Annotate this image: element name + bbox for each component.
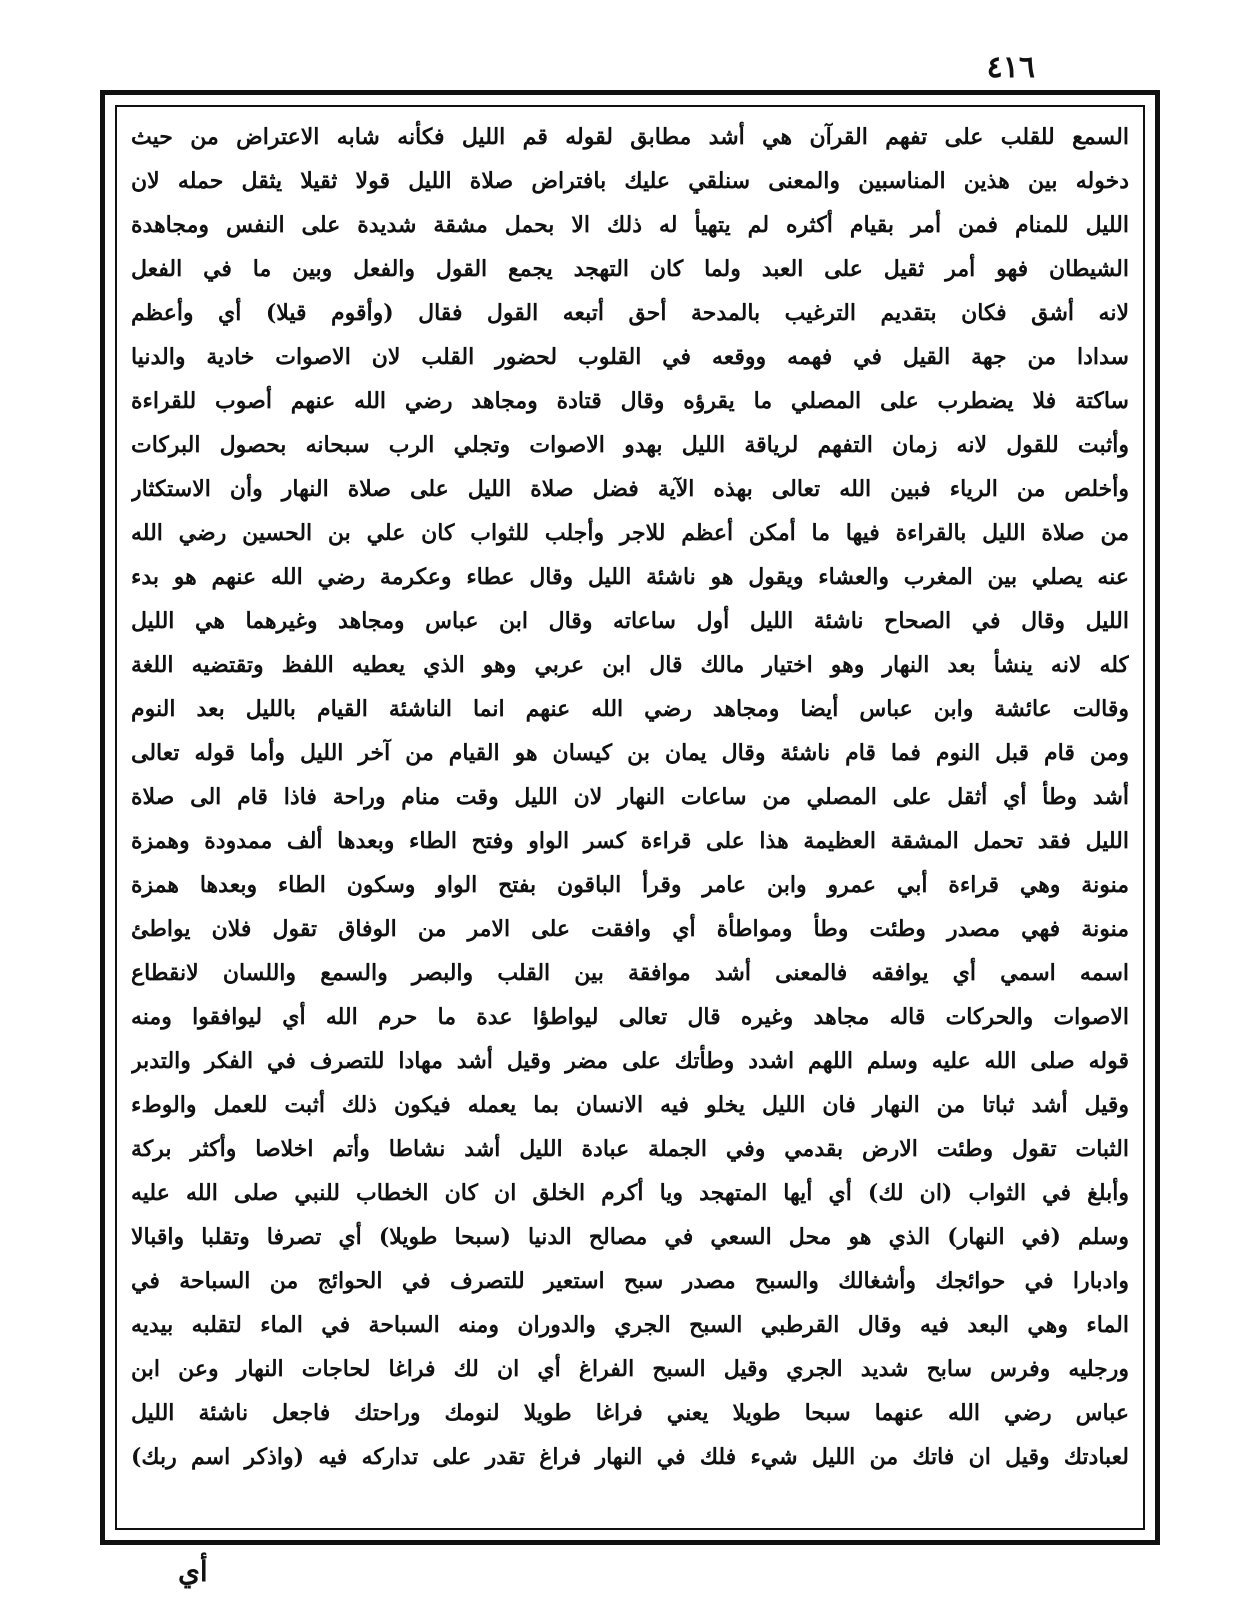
text-line: كله لانه ينشأ بعد النهار وهو اختيار مالك قال ابن عربي وهو الذي يعطيه اللفظ وتقتضيه اللغة [131,652,1129,678]
text-line: وقالت عائشة وابن عباس أيضا ومجاهد رضي الله عنهم انما الناشئة القيام بالليل بعد النوم [131,696,1129,722]
text-line: أشد وطأ أي أثقل على المصلي من ساعات النهار لان الليل وقت منام وراحة فاذا قام الى صلاة [131,784,1129,810]
text-line: وأثبت للقول لانه زمان التفهم لرياقة الليل بهدو الاصوات وتجلي الرب سبحانه بحصول البركات [131,432,1129,458]
text-line: ورجليه وفرس سابح شديد الجري وقيل السبح الفراغ أي ان لك فراغا لحاجات النهار وعن ابن [131,1356,1129,1382]
text-line: وسلم (في النهار) الذي هو محل السعي في مصالح الدنيا (سبحا طويلا) أي تصرفا وتقلبا واقبالا [131,1224,1129,1250]
text-line: من صلاة الليل بالقراءة فيها ما أمكن أعظم للاجر وأجلب للثواب كان علي بن الحسين رضي الله [131,520,1129,546]
text-line: عباس رضي الله عنهما سبحا طويلا يعني فراغا طويلا لنومك وراحتك فاجعل ناشئة الليل [131,1400,1129,1426]
text-line: ساكتة فلا يضطرب على المصلي ما يقرؤه وقال قتادة ومجاهد رضي الله عنهم أصوب للقراءة [131,388,1129,414]
text-line: دخوله بين هذين المناسبين والمعنى سنلقي عليك بافتراض صلاة الليل قولا ثقيلا يثقل حمله لان [131,168,1129,194]
text-line: الثبات تقول وطئت الارض بقدمي وفي الجملة عبادة الليل أشد نشاطا وأتم اخلاصا وأكثر بركة [131,1136,1129,1162]
text-line: لانه أشق فكان بتقديم الترغيب بالمدحة أحق أتبعه القول فقال (وأقوم قيلا) أي وأعظم [131,300,1129,326]
text-line: وأبلغ في الثواب (ان لك) أي أيها المتهجد ويا أكرم الخلق ان كان الخطاب للنبي صلى الله عليه [131,1180,1129,1206]
text-line: الليل للمنام فمن أمر بقيام أكثره لم يتهيأ له ذلك الا بحمل مشقة شديدة على النفس ومجاهدة [131,212,1129,238]
text-line: اسمه اسمي أي يوافقه فالمعنى أشد موافقة بين القلب والبصر والسمع واللسان لانقطاع [131,960,1129,986]
text-line: وأخلص من الرياء فبين الله تعالى بهذه الآية فضل صلاة الليل على صلاة النهار وأن الاستكثار [131,476,1129,502]
text-line: الليل فقد تحمل المشقة العظيمة هذا على قراءة كسر الواو وفتح الطاء وبعدها ألف ممدودة وهمزة [131,828,1129,854]
page-border-outer [100,90,1160,1545]
catchword: أي [178,1555,208,1588]
text-line: الماء وهي البعد فيه وقال القرطبي السبح الجري والدوران ومنه السباحة في الماء لتقلبه بيديه [131,1312,1129,1338]
text-line: منونة فهي مصدر وطئت وطأ ومواطأة أي وافقت على الامر من الوفاق تقول فلان يواطئ [131,916,1129,942]
text-line: وقيل أشد ثباتا من النهار فان الليل يخلو فيه الانسان بما يعمله فيكون ذلك أثبت للعمل والوطء [131,1092,1129,1118]
page-border-inner [115,105,1145,1530]
text-line: الاصوات والحركات قاله مجاهد وغيره قال تعالى ليواطؤا عدة ما حرم الله أي ليوافقوا ومنه [131,1004,1129,1030]
text-line: السمع للقلب على تفهم القرآن هي أشد مطابق لقوله قم الليل فكأنه شابه الاعتراض من حيث [131,124,1129,150]
text-line: سدادا من جهة القيل في فهمه ووقعه في القلوب لحضور القلب لان الاصوات خادية والدنيا [131,344,1129,370]
text-line: لعبادتك وقيل ان فاتك من الليل شيء فلك في النهار فراغ تقدر على تداركه فيه (واذكر اسم ربك) [131,1444,1129,1470]
text-body [131,115,1129,1520]
text-line: منونة وهي قراءة أبي عمرو وابن عامر وقرأ الباقون بفتح الواو وسكون الطاء وبعدها همزة [131,872,1129,898]
text-line: قوله صلى الله عليه وسلم اللهم اشدد وطأتك على مضر وقيل أشد مهادا للتصرف في الفكر والتدبر [131,1048,1129,1074]
text-line: عنه يصلي بين المغرب والعشاء ويقول هو ناشئة الليل وقال عطاء وعكرمة رضي الله عنهم هو بدء [131,564,1129,590]
text-line: ومن قام قبل النوم فما قام ناشئة وقال يمان بن كيسان هو القيام من آخر الليل وأما قوله تعالى [131,740,1129,766]
text-line: الشيطان فهو أمر ثقيل على العبد ولما كان التهجد يجمع القول والفعل وبين ما في الفعل [131,256,1129,282]
text-line: وادبارا في حوائجك وأشغالك والسبح مصدر سبح استعير للتصرف في الحوائج من السباحة في [131,1268,1129,1294]
page-number: ٤١٦ [986,50,1035,85]
text-line: الليل وقال في الصحاح ناشئة الليل أول ساعاته وقال ابن عباس ومجاهد وغيرهما هي الليل [131,608,1129,634]
